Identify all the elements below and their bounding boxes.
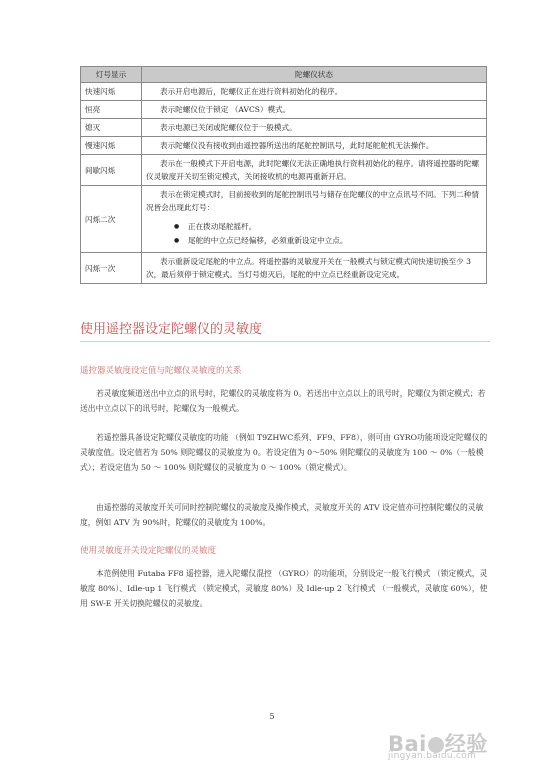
- row-text: 表示陀螺仪没有接收到由遥控器所送出的尾舵控制讯号，此时尾舵舵机无法操作。: [142, 137, 487, 155]
- section-title: 使用遥控器设定陀螺仪的灵敏度: [80, 318, 490, 342]
- header-gyro-status: 陀螺仪状态: [142, 67, 487, 83]
- bullet-item: ● 正在拨动尾舵摇杆。: [174, 220, 482, 234]
- table-row: [81, 119, 487, 137]
- watermark-url: jingyan.baidu.com: [388, 751, 477, 761]
- table-row: [81, 83, 487, 101]
- header-led-display: 灯号显示: [81, 67, 142, 83]
- paragraph-neutral-signal: 若灵敏度频道送出中立点的讯号时，陀螺仪的灵敏度将为 0。若送出中立点以上的讯号时，陀螺仪为锁定模式；若送出中立点以下的讯号时，陀螺仪为一般模式。: [80, 389, 486, 413]
- bullet-list: [174, 220, 482, 248]
- row-label: 闪烁二次: [81, 186, 142, 253]
- led-status-table: [80, 66, 487, 284]
- paragraph-atv-setting: 由遥控器的灵敏度开关可同时控制陀螺仪的灵敏度及操作模式，灵敏度开关的 ATV 设定值亦可控制陀螺仪的灵敏度，例如 ATV 为 90%时，陀螺仪的灵敏度为 100%。: [80, 503, 484, 527]
- table-row: [81, 186, 487, 253]
- row-text: 表示重新设定尾舵的中立点。将遥控器的灵敏度开关在一般模式与锁定模式间快速切换至少 3次，最后须停于锁定模式。当灯号熄灭后，尾舵的中立点已经重新设定完成。: [142, 253, 487, 284]
- page-number: 5: [269, 712, 275, 721]
- subsection-heading-relationship: 遥控器灵敏度设定值与陀螺仪灵敏度的关系: [80, 366, 242, 376]
- row-text: 表示在锁定模式时，目前接收到的尾舵控制讯号与储存在陀螺仪的中立点讯号不同。下列二种情况皆会出现此灯号：: [146, 190, 479, 212]
- row-text: 表示在一般模式下开启电源，此时陀螺仪无法正确地执行资料初始化的程序。请将遥控器的陀螺仪灵敏度开关切至锁定模式，关闭接收机的电源再重新开启。: [142, 155, 487, 186]
- watermark-logo-right: 经验: [444, 732, 488, 756]
- row-text: 表示电源已关闭或陀螺仪位于一般模式。: [142, 119, 487, 137]
- paragraph-gyro-function: 若遥控器具备设定陀螺仪灵敏度的功能 （例如 T9ZHWC系列、FF9、FF8），则可由 GYRO功能项设定陀螺仪的灵敏度值。设定值若为 50% 则陀螺仪的灵敏度为 0。若设定值为 0～50% 则陀螺仪的灵敏度为 100 ～ 0%（一般模式）；若设定值为 50 ～ 100% 则陀螺仪的灵敏度为 0 ～ 100%（锁定模式）。: [80, 433, 488, 472]
- table-row: [81, 137, 487, 155]
- row-label: 恒亮: [81, 101, 142, 119]
- row-label: 慢速闪烁: [81, 137, 142, 155]
- row-text: 表示陀螺仪位于锁定 （AVCS）模式。: [142, 101, 487, 119]
- subsection-heading-switch: 使用灵敏度开关设定陀螺仪的灵敏度: [80, 546, 217, 556]
- watermark-logo-left: Bai: [388, 732, 427, 756]
- table-row: [81, 155, 487, 186]
- row-text-with-bullets: [142, 186, 487, 253]
- bullet-item: ● 尾舵的中立点已经偏移，必须重新设定中立点。: [174, 234, 482, 248]
- table-row: [81, 101, 487, 119]
- row-text: 表示开启电源后，陀螺仪正在进行资料初始化的程序。: [142, 83, 487, 101]
- table-row: [81, 253, 487, 284]
- row-label: 快速闪烁: [81, 83, 142, 101]
- baidu-jingyan-watermark: [388, 728, 528, 764]
- table-header-row: [81, 67, 487, 83]
- row-label: 闪烁一次: [81, 253, 142, 284]
- row-label: 熄灭: [81, 119, 142, 137]
- paragraph-example-ff8: 本范例使用 Futaba FF8 遥控器，进入陀螺仪混控 （GYRO）的功能项，分别设定一般飞行模式 （锁定模式，灵敏度 80%）、Idle-up 1 飞行模式 （锁定模式，灵敏度 80%）及 Idle-up 2 飞行模式 （一般模式，灵敏度 60%），使用 SW-E 开关切换陀螺仪的灵敏度。: [80, 569, 488, 608]
- row-label: 间歇闪烁: [81, 155, 142, 186]
